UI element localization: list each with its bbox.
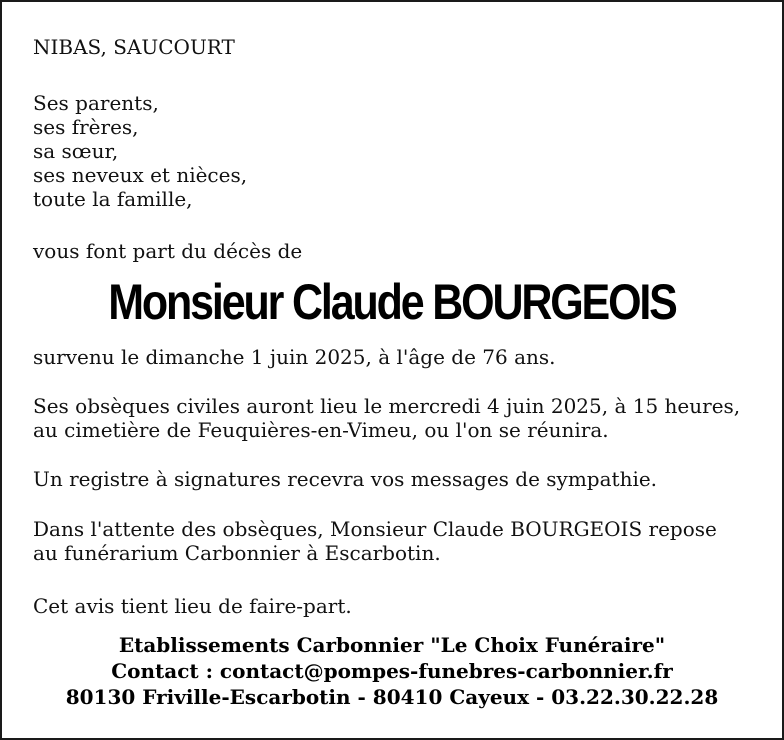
family-line: Ses parents, (33, 91, 159, 115)
funeral-details: Ses obsèques civiles auront lieu le mercredi 4 juin 2025, à 15 heures, au cimetière de Feuquières-en-Vimeu, ou l'on se réunira. (33, 394, 741, 442)
funeral-home-contact: Contact : contact@pompes-funebres-carbonnier.fr (111, 659, 673, 683)
repose-details: Dans l'attente des obsèques, Monsieur Claude BOURGEOIS repose au funérarium Carbonnier à Escarbotin. (33, 517, 717, 565)
family-line: ses neveux et nièces, (33, 163, 248, 187)
funeral-home-name: Etablissements Carbonnier "Le Choix Funéraire" (118, 633, 666, 657)
location-heading: NIBAS, SAUCOURT (33, 35, 235, 59)
funeral-home-info (2, 632, 782, 710)
announcement-text: vous font part du décès de (33, 239, 303, 263)
family-line: toute la famille, (33, 187, 193, 211)
closing-note: Cet avis tient lieu de faire-part. (33, 594, 352, 618)
death-info: survenu le dimanche 1 juin 2025, à l'âge de 76 ans. (33, 345, 556, 369)
family-line: ses frères, (33, 115, 139, 139)
registry-note: Un registre à signatures recevra vos messages de sympathie. (33, 467, 658, 491)
family-list (33, 91, 755, 211)
deceased-name: Monsieur Claude BOURGEOIS (108, 274, 676, 330)
family-line: sa sœur, (33, 139, 119, 163)
funeral-home-address: 80130 Friville-Escarbotin - 80410 Cayeux - 03.22.30.22.28 (65, 685, 719, 709)
